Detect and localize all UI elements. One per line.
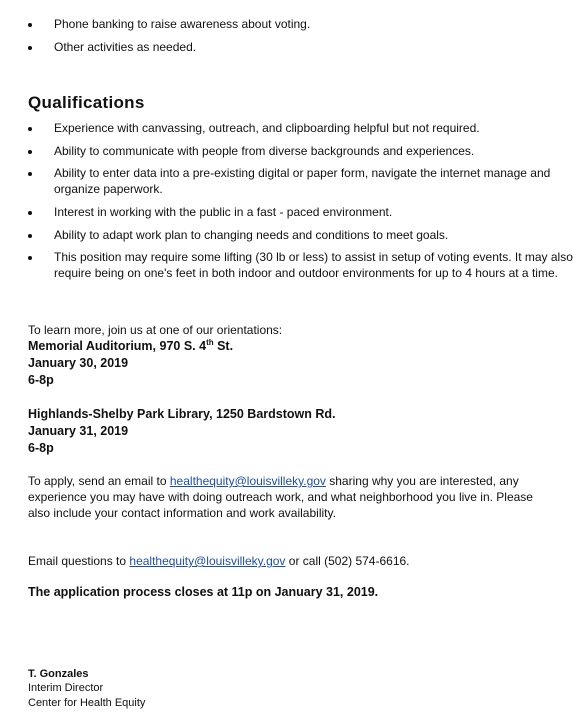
bullet-icon: [28, 211, 32, 215]
section-heading: Qualifications: [28, 93, 145, 112]
bullet-icon: [28, 127, 32, 131]
apply-paragraph: [28, 473, 548, 521]
email-link[interactable]: healthequity@louisvilleky.gov: [129, 554, 286, 568]
orientation-intro: To learn more, join us at one of our orientations:: [28, 323, 283, 337]
list-item-text: Ability to enter data into a pre-existing digital or paper form, navigate the internet manage and organize paperwork.: [54, 166, 551, 196]
orientation-location: Highlands-Shelby Park Library, 1250 Bardstown Rd.: [28, 407, 336, 421]
apply-text-end: sharing why you are interested, any experience you may have with doing outreach work, and what neighborhood you live in. Please also include your contact information and work availability.: [28, 474, 533, 520]
email-link[interactable]: healthequity@louisvilleky.gov: [169, 474, 326, 488]
location-text: Memorial Auditorium, 970 S. 4: [28, 339, 207, 353]
bullet-icon: [28, 172, 32, 176]
list-item-text: Interest in working with the public in a fast - paced environment.: [54, 205, 393, 219]
list-item-text: This position may require some lifting (30 lb or less) to assist in setup of voting events. It may also require being on one's feet in both indoor and outdoor environments for up to 4 hours at a time.: [54, 250, 573, 280]
orientation-date: January 31, 2019: [28, 424, 129, 438]
list-item-text: Ability to communicate with people from diverse backgrounds and experiences.: [54, 144, 475, 158]
bullet-icon: [28, 256, 32, 260]
bullet-icon: [28, 23, 32, 27]
signature-org: Center for Health Equity: [28, 697, 146, 709]
list-item-text: Other activities as needed.: [54, 40, 197, 54]
orientation-location: [28, 338, 548, 354]
apply-text: To apply, send an email to: [28, 474, 170, 488]
bullet-icon: [28, 46, 32, 50]
orientation-time: 6-8p: [28, 441, 54, 455]
list-item-text: Experience with canvassing, outreach, and clipboarding helpful but not required.: [54, 121, 480, 135]
list-item-text: Ability to adapt work plan to changing needs and conditions to meet goals.: [54, 228, 449, 242]
bullet-icon: [28, 150, 32, 154]
signature-title: Interim Director: [28, 682, 104, 694]
questions-text-end: or call (502) 574-6616.: [285, 554, 410, 568]
bullet-icon: [28, 234, 32, 238]
questions-text: Email questions to: [28, 554, 130, 568]
orientation-date: January 30, 2019: [28, 356, 129, 370]
location-superscript: th: [206, 338, 214, 347]
signature-name: T. Gonzales: [28, 668, 89, 680]
orientation-time: 6-8p: [28, 373, 54, 387]
closing-notice: The application process closes at 11p on January 31, 2019.: [28, 585, 379, 599]
questions-paragraph: [28, 553, 548, 569]
list-item-text: Phone banking to raise awareness about voting.: [54, 17, 311, 31]
location-text-end: St.: [213, 339, 234, 353]
